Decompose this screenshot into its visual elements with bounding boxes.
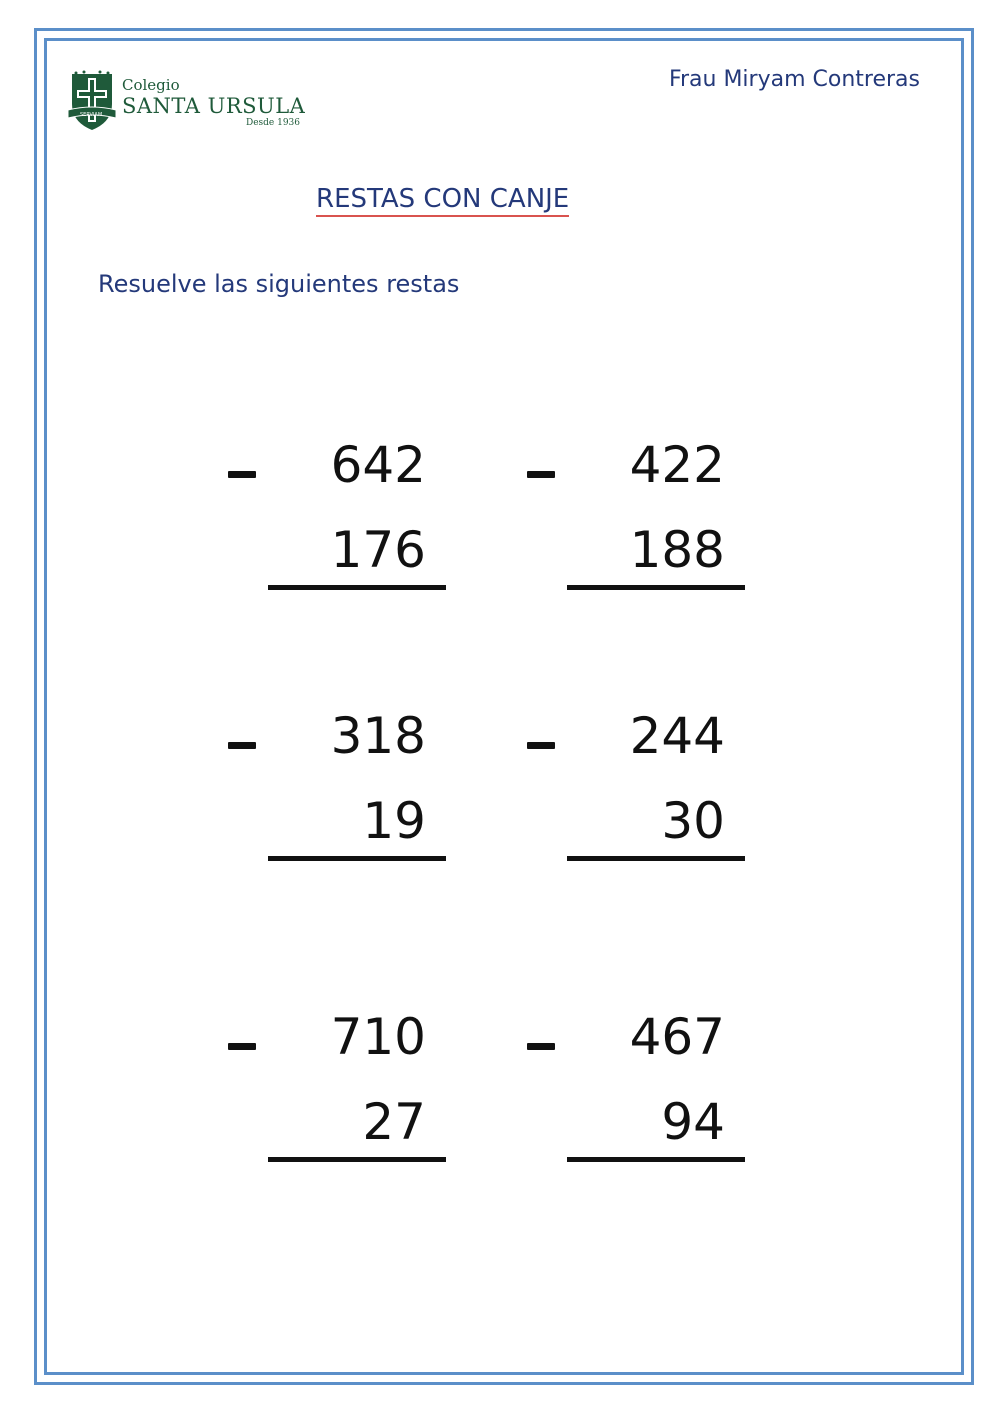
answer-line	[567, 1157, 745, 1162]
subtrahend: 27	[362, 1093, 426, 1151]
subtraction-problem	[228, 437, 478, 607]
subtrahend: 188	[629, 521, 725, 579]
subtraction-problem	[527, 1009, 777, 1179]
minuend: 318	[330, 707, 426, 765]
minuend: 467	[629, 1008, 725, 1066]
answer-line	[268, 585, 446, 590]
minuend: 422	[629, 436, 725, 494]
instruction-text: Resuelve las siguientes restas	[98, 270, 460, 298]
subtrahend: 94	[661, 1093, 725, 1151]
minuend: 710	[330, 1008, 426, 1066]
minuend: 642	[330, 436, 426, 494]
subtrahend: 30	[661, 792, 725, 850]
minus-sign	[228, 742, 256, 749]
minuend: 244	[629, 707, 725, 765]
subtraction-problem	[228, 708, 478, 878]
teacher-name: Frau Miryam Contreras	[668, 67, 920, 92]
logo-since: Desde 1936	[246, 118, 301, 128]
minus-sign	[228, 471, 256, 478]
minus-sign	[527, 1043, 555, 1050]
subtraction-problem	[527, 708, 777, 878]
minus-sign	[527, 742, 555, 749]
subtraction-problem	[228, 1009, 478, 1179]
subtraction-problem	[527, 437, 777, 607]
logo-school-name: SANTA URSULA	[122, 94, 306, 118]
answer-line	[567, 585, 745, 590]
crest-motto: SERVIAM	[80, 112, 103, 118]
worksheet-title: RESTAS CON CANJE	[316, 184, 569, 217]
answer-line	[268, 856, 446, 861]
subtrahend: 176	[330, 521, 426, 579]
minus-sign	[228, 1043, 256, 1050]
answer-line	[268, 1157, 446, 1162]
page-frame-inner	[44, 38, 964, 1375]
answer-line	[567, 856, 745, 861]
minus-sign	[527, 471, 555, 478]
subtrahend: 19	[362, 792, 426, 850]
logo-college-label: Colegio	[122, 76, 180, 94]
